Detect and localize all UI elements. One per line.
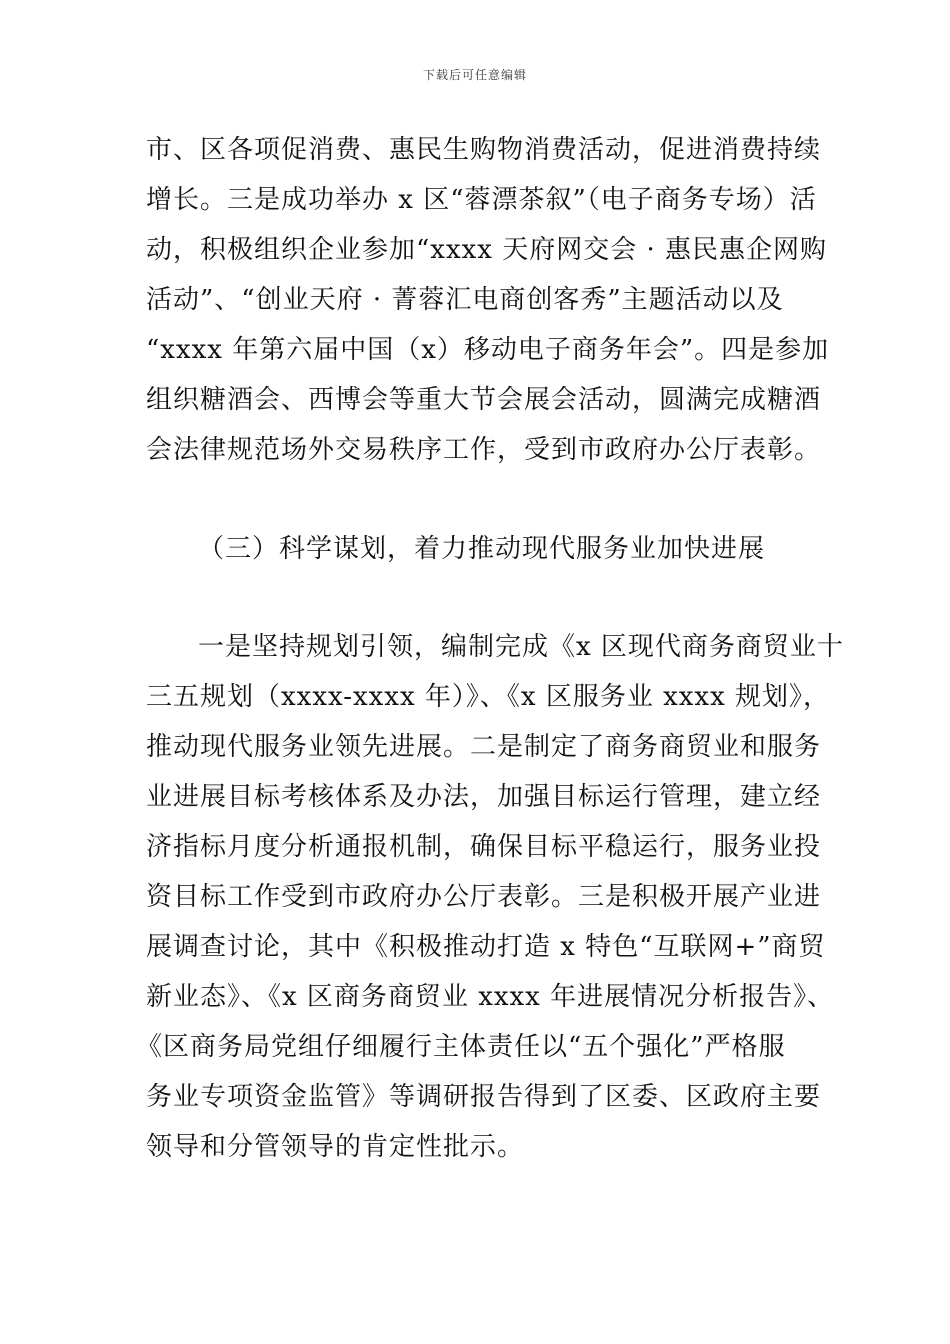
paragraph-1-line: “xxxx 年第六届中国（x）移动电子商务年会”。四是参加: [146, 335, 830, 365]
paragraph-2-line: 济指标月度分析通报机制，确保目标平稳运行，服务业投: [146, 832, 822, 862]
paragraph-1-line: 动，积极组织企业参加“xxxx 天府网交会 · 惠民惠企网购: [146, 235, 828, 265]
paragraph-1-line: 会法律规范场外交易秩序工作，受到市政府办公厅表彰。: [146, 435, 822, 465]
paragraph-2-line: 三五规划（xxxx-xxxx 年）》、《x 区服务业 xxxx 规划》，: [146, 682, 831, 712]
paragraph-2-line: 一是坚持规划引领，编制完成《x 区现代商务商贸业十: [198, 632, 844, 662]
paragraph-1-line: 组织糖酒会、西博会等重大节会展会活动，圆满完成糖酒: [146, 385, 822, 415]
paragraph-2-line: 资目标工作受到市政府办公厅表彰。三是积极开展产业进: [146, 882, 822, 912]
paragraph-1-line: 活动”、“创业天府 · 菁蓉汇电商创客秀”主题活动以及: [146, 285, 784, 315]
paragraph-2-line: 《区商务局党组仔细履行主体责任以“五个强化”严格服: [136, 1032, 786, 1062]
paragraph-2-line: 推动现代服务业领先进展。二是制定了商务商贸业和服务: [146, 732, 822, 762]
paragraph-2-line: 务业专项资金监管》等调研报告得到了区委、区政府主要: [146, 1082, 822, 1112]
paragraph-2-line: 展调查讨论，其中《积极推动打造 x 特色“互联网+”商贸: [146, 932, 826, 962]
paragraph-1-line: 增长。三是成功举办 x 区“蓉漂茶叙”（电子商务专场）活: [146, 185, 817, 215]
section-heading: （三）科学谋划，着力推动现代服务业加快进展: [198, 534, 766, 564]
paragraph-1-line: 市、区各项促消费、惠民生购物消费活动，促进消费持续: [146, 135, 822, 165]
page-header-note: 下载后可任意编辑: [422, 68, 527, 82]
paragraph-2-line: 业进展目标考核体系及办法，加强目标运行管理，建立经: [146, 782, 822, 812]
paragraph-2-line: 领导和分管领导的肯定性批示。: [146, 1132, 525, 1162]
paragraph-2-line: 新业态》、《x 区商务商贸业 xxxx 年进展情况分析报告》、: [146, 982, 835, 1012]
